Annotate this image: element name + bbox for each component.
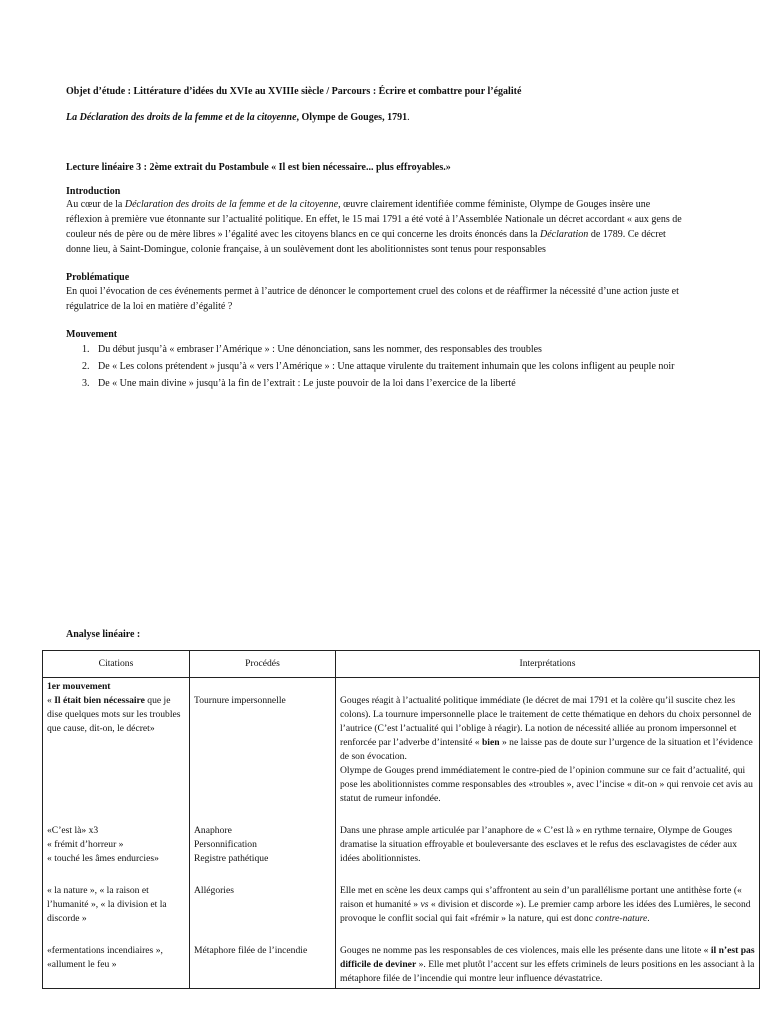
citation-cell — [43, 928, 190, 989]
interpretation-text: Dans une phrase ample articulée par l’anaphore de « C’est là » en rythme ternaire, Olympe de Gouges dramatise la situation effroyable et bouleversante des esclaves et le refus des esclavagistes de céder aux idées abolitionnistes. — [340, 825, 737, 864]
interpretation-cell — [336, 678, 760, 809]
column-header-citations: Citations — [43, 651, 190, 678]
mouvement-item — [66, 376, 726, 391]
citation-cell — [43, 678, 190, 809]
problematique-heading: Problématique — [66, 272, 130, 283]
column-header-interpretations: Interprétations — [336, 651, 760, 678]
mouvement-item — [66, 342, 726, 357]
interp-italic: vs — [420, 899, 429, 910]
oeuvre-title: La Déclaration des droits de la femme et de la citoyenne — [66, 112, 297, 123]
intro-part-2: , œuvre clairement identifiée comme féministe, Olympe de Gouges insère une réflexion à première vue étonnante sur l’actualité politique. En effet, le 15 mai 1791 a été voté à l’Assemblée Nationale un décret accordant « aux gens de couleur nés de père ou de mère libres » l’égalité avec les citoyens blancs en ce qui concerne les droits énoncés dans la — [66, 199, 682, 240]
mouvement-item-text: De « Les colons prétendent » jusqu’à « vers l’Amérique » : Une attaque virulente du traitement inhumain que les colons infligent au peuple noir — [98, 361, 675, 372]
introduction-heading: Introduction — [66, 186, 121, 197]
mouvement-list — [66, 342, 726, 393]
interp-bold: bien — [481, 737, 500, 748]
intro-italic-declaration: Déclaration — [539, 229, 589, 240]
mouvement-item — [66, 359, 726, 374]
procede-text: Tournure impersonnelle — [194, 695, 286, 706]
citation-text: «C’est là» x3 — [47, 825, 99, 836]
interpretation-text — [340, 884, 755, 926]
interpretation-cell — [336, 928, 760, 989]
analyse-heading: Analyse linéaire : — [66, 629, 141, 640]
mouvement-item-number: 1. — [82, 344, 90, 355]
interpretation-cell — [336, 808, 760, 868]
interp-italic: contre-nature — [595, 913, 648, 924]
procede-cell — [190, 808, 336, 868]
mouvement-item-number: 3. — [82, 378, 90, 389]
interp-part: » ne laisse pas de doute sur l’urgence de la situation et l’évidence de son évocation. — [340, 737, 753, 762]
procede-text: Allégories — [194, 885, 234, 896]
table-header-row — [43, 651, 760, 678]
spacer — [194, 680, 331, 694]
table-row — [43, 808, 760, 868]
introduction-text — [66, 197, 684, 257]
procede-cell — [190, 678, 336, 809]
mouvement-heading: Mouvement — [66, 329, 118, 340]
interpretation-text — [340, 944, 755, 986]
interp-part: . — [647, 913, 650, 924]
citation-bold: Il était bien nécessaire — [54, 695, 145, 706]
interp-bold: il n’est pas difficile de deviner — [340, 945, 755, 970]
interp-part: Elle met en scène les deux camps qui s’affrontent au sein d’un parallélisme portant une antithèse forte (« raison et humanité » — [340, 885, 742, 910]
interpretation-text — [340, 694, 755, 764]
spacer — [340, 680, 755, 694]
citation-text: « touché les âmes endurcies» — [47, 853, 159, 864]
interpretation-text: Olympe de Gouges prend immédiatement le contre-pied de l’opinion commune sur ce fait d’actualité, qui pose les abolitionnistes comme responsables des «troubles », avec l’incise « dit-on » qui renvoie cet avis au statut de rumeur infondée. — [340, 765, 753, 804]
interp-part: ». Elle met plutôt l’accent sur les effets criminels de leurs positions en les associant à la métaphore filée de l’incendie qui montre leur influence dévastatrice. — [340, 959, 755, 984]
citation-text: « la nature », « la raison et l’humanité », « la division et la discorde » — [47, 885, 167, 924]
procede-text: Registre pathétique — [194, 853, 269, 864]
table-row — [43, 928, 760, 989]
intro-italic-title: Déclaration des droits de la femme et de la citoyenne — [124, 199, 339, 210]
procede-cell — [190, 928, 336, 989]
citation-cell — [43, 868, 190, 928]
mouvement-item-text: De « Une main divine » jusqu’à la fin de l’extrait : Le juste pouvoir de la loi dans l’exercice de la liberté — [98, 378, 516, 389]
oeuvre-reference — [66, 110, 706, 125]
mouvement-label: 1er mouvement — [47, 681, 111, 692]
citation-text — [47, 694, 185, 736]
table-row — [43, 868, 760, 928]
objet-etude: Objet d’étude : Littérature d’idées du XVIe au XVIIIe siècle / Parcours : Écrire et combattre pour l’égalité — [66, 86, 522, 97]
oeuvre-author: , Olympe de Gouges, 1791 — [296, 112, 408, 123]
interp-part: Gouges ne nomme pas les responsables de ces violences, mais elle les présente dans une litote « — [340, 945, 711, 956]
column-header-procedes: Procédés — [190, 651, 336, 678]
interp-part: Gouges réagit à l’actualité politique immédiate (le décret de mai 1791 et la colère qu’il suscite chez les colons). La tournure impersonnelle place le traitement de cette thématique en dehors du choix personnel de l’autrice (C’est l’actualité qui l’oblige à réagir). La notion de nécessité alliée au pronom impersonnel et renforcée par l’adverbe d’intensité « — [340, 695, 752, 748]
oeuvre-end: . — [407, 112, 410, 123]
citation-text: « frémit d’horreur » — [47, 839, 124, 850]
lecture-title: Lecture linéaire 3 : 2ème extrait du Postambule « Il est bien nécessaire... plus effroyables.» — [66, 162, 451, 173]
mouvement-item-number: 2. — [82, 361, 90, 372]
interpretation-cell — [336, 868, 760, 928]
procede-text: Anaphore — [194, 825, 232, 836]
intro-part-3: de 1789. Ce décret donne lieu, à Saint-Domingue, colonie française, à un soulèvement dont les abolitionnistes sont tenus pour responsables — [66, 229, 666, 255]
procede-text: Métaphore filée de l’incendie — [194, 945, 308, 956]
table-row — [43, 678, 760, 809]
interp-part: « division et discorde »). Le premier camp arbore les idées des Lumières, le second provoque le conflit social qui fait «frémir » la nature, qui est donc — [340, 899, 751, 924]
analyse-table — [42, 650, 760, 989]
procede-cell — [190, 868, 336, 928]
citation-part: « — [47, 695, 55, 706]
citation-cell — [43, 808, 190, 868]
mouvement-item-text: Du début jusqu’à « embraser l’Amérique » : Une dénonciation, sans les nommer, des responsables des troubles — [98, 344, 542, 355]
citation-part: que je dise quelques mots sur les troubles que cause, dit-on, le décret» — [47, 695, 181, 734]
citation-text: «fermentations incendiaires », «allument le feu » — [47, 945, 163, 970]
procede-text: Personnification — [194, 839, 257, 850]
intro-part-1: Au cœur de la — [66, 199, 125, 210]
problematique-text: En quoi l’évocation de ces événements permet à l’autrice de dénoncer le comportement cruel des colons et de réaffirmer la nécessité d’une action juste et régulatrice de la loi en matière d’égalité ? — [66, 286, 679, 312]
